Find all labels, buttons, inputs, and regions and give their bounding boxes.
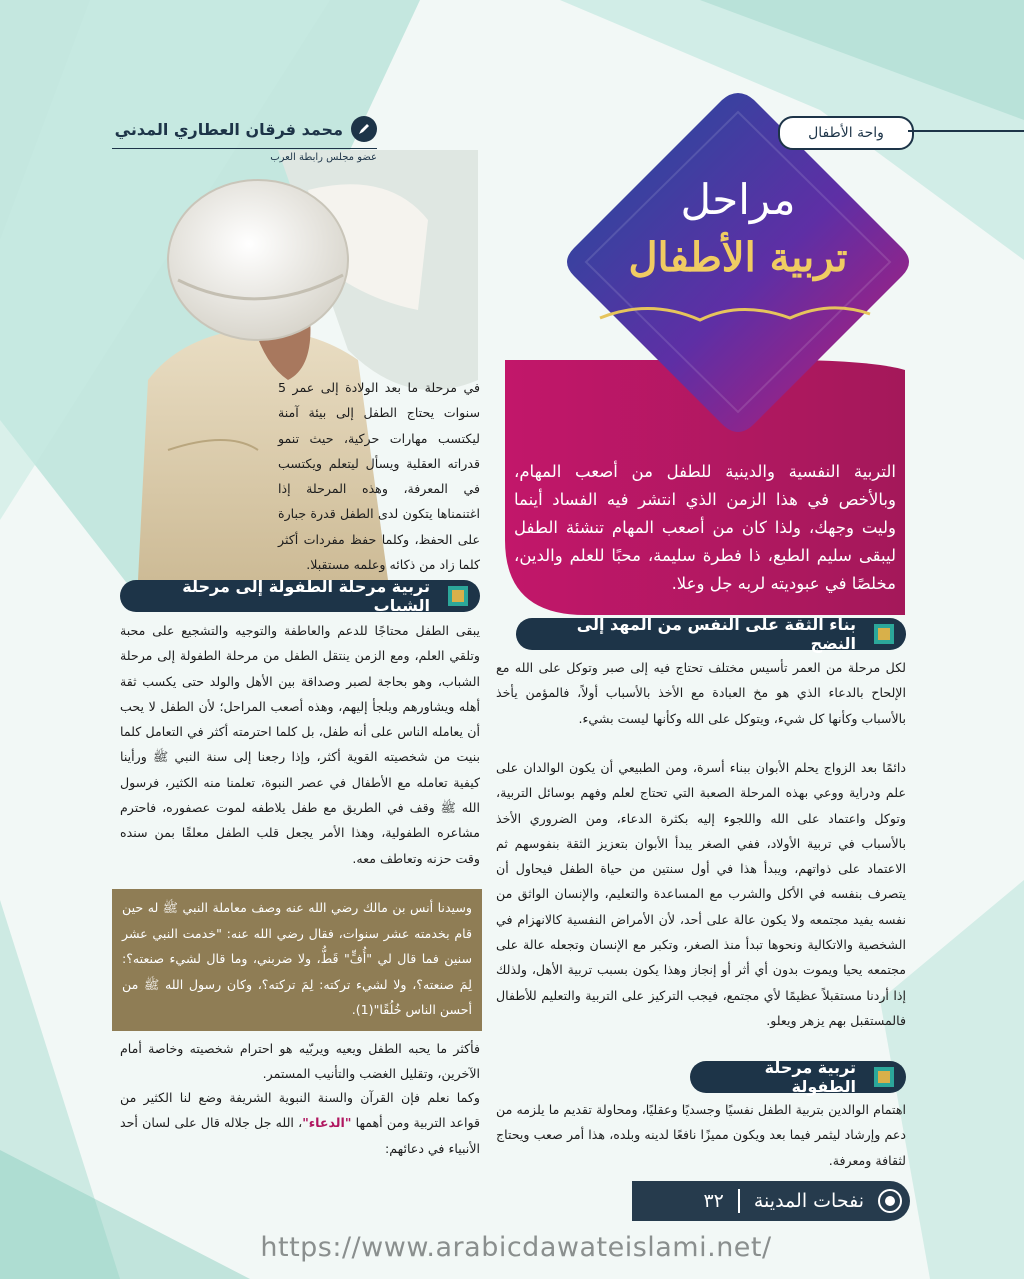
- title-line-2: تربية الأطفال: [628, 234, 848, 281]
- author-role: عضو مجلس رابطة العرب: [270, 152, 377, 163]
- watermark-url: https://www.arabicdawateislami.net/: [260, 1232, 772, 1263]
- para-dua-end: ، الله جل جلاله قال على لسان أحد الأنبياء في دعائهم:: [120, 1115, 480, 1156]
- quote-box: [112, 889, 482, 1031]
- heading-youth: [120, 577, 480, 615]
- author-name: محمد فرقان العطاري المدني: [114, 119, 343, 139]
- rosette-icon: [870, 1181, 910, 1221]
- para-youth: يبقى الطفل محتاجًا للدعم والعاطفة والتوجيه والتشجيع على محبة وتلقي العلم، ومع الزمن ينتقل الطفل من مرحلة الطفولة إلى مرحلة الشباب، وهو بحاجة لصبر وصداقة بين الأهل والولد حتى يكسب ثقة أهله ويشاورهم ويلجأ إليهم، وهذه أصعب المراحل؛ لأن الطفل لا يحب أن يعامله الناس على أنه طفل، بل كلما احترمته أكثر في التعامل كلما بنيت من شخصيته القوية أكثر، وإذا رجعنا إلى سنة النبي ﷺ ورأينا كيفية تعامله مع الأطفال في عصر النبوة، تعلمنا منه الكثير، فرسول الله ﷺ وقف في الطريق مع طفل يلاطفه لموت عصفوره، فاحترم مشاعره الطفولية، وهذا الأمر يجعل قلب الطفل معلقًا بمن سنده وقت حزنه وتعاطف معه.: [120, 623, 480, 866]
- para-confidence-2: دائمًا بعد الزواج يحلم الأبوان ببناء أسرة، ومن الطبيعي أن يكون الوالدان على علم ودراية ووعي بهذه المرحلة الصعبة التي تحتاج لعلم وفهم بوسائل التربية، وتوكل واعتماد على الله واللجوء إليه بكثرة الدعاء، ومن الضروري الأخذ بالأسباب في تربية الأولاد، ففي الصغر يبدأ الأبوان بتعزيز الثقة بنفوسهم ثم الاعتماد على ذواتهم، ويبدأ هذا في أول سنتين من حياة الطفل فيحاول أن يتصرف بنفسه في الأكل والشرب مع المساعدة والتعليم، والإنسان الواثق من نفسه يفيد مجتمعه ولا يكون عالة على أحد، لأن الأمراض النفسية كالانهزام في الشخصية والاتكالية ونحوها تبدأ منذ الصغر، وتكبر مع الإنسان وتجعله عالة على مجتمعه يحيا ويموت بدون أي أثر أو إنجاز وهذا يكون بسبب تربية الأهل، ولذلك إذا أردنا مستقبلاً عظيمًا لأي مجتمع، فيجب التركيز على التربية والتعليم للأطفال فالمستقبل بهم يزهر ويعلو.: [496, 760, 906, 1028]
- magazine-name: نفحات المدينة: [753, 1190, 864, 1212]
- para-dua-start: وكما نعلم فإن القرآن والسنة النبوية الشريفة وضع لنا الكثير من قواعد التربية ومن أهمها: [120, 1090, 480, 1131]
- section-tag-label: واحة الأطفال: [808, 125, 884, 141]
- title-line-1: مراحل: [680, 175, 796, 224]
- author-block: [112, 116, 377, 163]
- heading-gem-icon: [870, 621, 898, 647]
- heading-gem-icon: [870, 1064, 898, 1090]
- heading-youth-label: تربية مرحلة الطفولة إلى مرحلة الشباب: [182, 577, 430, 615]
- para-childhood: اهتمام الوالدين بتربية الطفل نفسيًا وجسديًا وعقليًا، ومحاولة تقديم ما يلزمه من دعم وإرشاد ليثمر فيما بعد ويكون مميزًا نافعًا لدينه وبلده، هذا أمر صعب ويحتاج لثقافة ومعرفة.: [496, 1102, 906, 1168]
- heading-childhood-label: تربية مرحلة الطفولة: [764, 1058, 856, 1096]
- dua-highlight: "الدعاء": [302, 1115, 352, 1131]
- section-tag: [778, 116, 914, 150]
- para-after-quote: فأكثر ما يحبه الطفل ويعيه ويربّيه هو احترام شخصيته وخاصة أمام الآخرين، وتقليل الغضب والتأنيب المستمر.: [120, 1041, 480, 1082]
- section-tag-line: [908, 130, 1024, 132]
- intro-paragraph: التربية النفسية والدينية للطفل من أصعب المهام، وبالأخص في هذا الزمن الذي انتشر فيه الفساد أينما وليت وجهك، ولذا كان من أصعب المهام تنشئة الطفل ليبقى سليم الطبع، ذا فطرة سليمة، محبًا للعلم والدين، مخلصًا في عبوديته لربه جل وعلا.: [514, 462, 896, 593]
- page-number: ٣٢: [703, 1190, 724, 1212]
- footer-badge: [632, 1181, 910, 1221]
- heading-gem-icon: [444, 583, 472, 609]
- para-dua: [120, 1085, 480, 1161]
- heading-confidence-label: بناء الثقة على النفس من المهد إلى النضج: [576, 615, 856, 653]
- para-after-birth: في مرحلة ما بعد الولادة إلى عمر 5 سنوات يحتاج الطفل إلى بيئة آمنة ليكتسب مهارات حركية، حيث تنمو قدراته العقلية ويسأل ليتعلم ويكتسب في المعرفة، وهذه المرحلة إذا اغتنمناها يتكون لدى الطفل قدرة جبارة على الحفظ، وكلما حفظ مفردات أكثر كلما زاد من ذكائه وعلمه مستقبلا.: [278, 380, 480, 573]
- para-confidence-1: لكل مرحلة من العمر تأسيس مختلف تحتاج فيه إلى صبر وتوكل على الله مع الإلحاح بالدعاء الذي هو مخ العبادة مع الأخذ بالأسباب أولاً، فالمؤمن يأخذ بالأسباب وكأنها كل شيء، ويتوكل على الله وكأنها ليست بشيء.: [496, 660, 906, 726]
- footer-divider: [738, 1189, 740, 1213]
- article-title: [574, 172, 902, 288]
- heading-childhood: [690, 1058, 906, 1096]
- quote-text: وسيدنا أنس بن مالك رضي الله عنه وصف معاملة النبي ﷺ له حين قام بخدمته عشر سنوات، فقال رضي الله عنه: "خدمت النبي عشر سنين فما قال لي "أُفٍّ" قَطُّ، ولا ضربني، وما قال لشيء صنعته؟: لِمَ صنعته؟، ولا لشيء تركته: لِمَ تركته؟، وكان رسول الله ﷺ من أحسن الناس خُلُقًا"(1).: [122, 900, 472, 1017]
- heading-confidence: [516, 615, 906, 653]
- pen-icon: [351, 116, 377, 142]
